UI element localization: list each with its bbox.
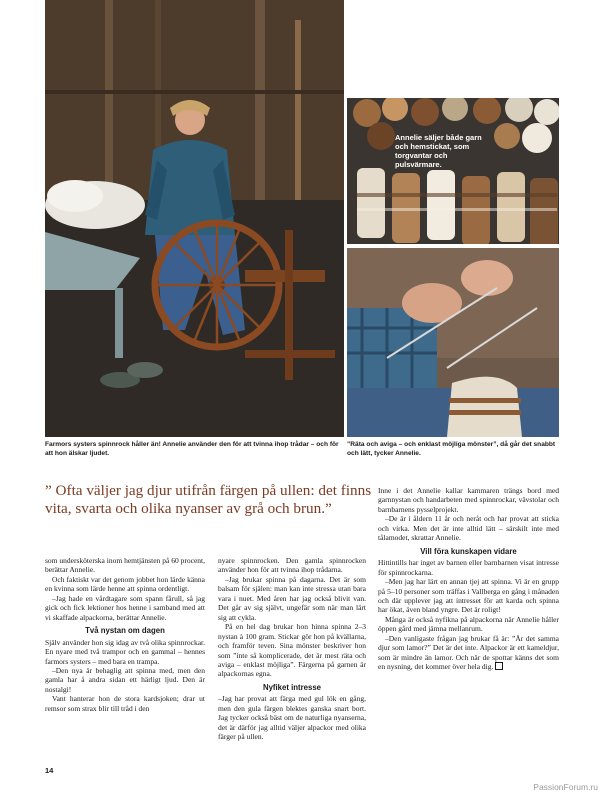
paragraph: På en hel dag brukar hon hinna spinna 2–3 nystan à 100 gram. Stickar gör hon på kvällarna, och framför teven. Sina mönster beskriver hon som ”inte så komplicerade, det är mest räta och aviga – enklast möjliga”. Färgerna på garnen är alpackornas egna. [218, 622, 366, 679]
knitting-illustration [347, 248, 559, 437]
article-column-1 [45, 556, 205, 713]
paragraph: Inne i det Annelie kallar kammaren trängs bord med garnnystan och handarbeten med spinnrockar, vävstolar och barnbarnens pysselprojekt. [378, 486, 559, 514]
paragraph: Och faktiskt var det genom jobbet hon lärde känna en kvinna som lärde henne att spinna ordentligt. [45, 574, 205, 594]
paragraph: –Den nya är behaglig att spinna med, men den gamla har å andra sidan ett härligt ljud. Den är nostalgi! [45, 665, 205, 694]
paragraph: Själv använder hon sig idag av två olika spinnrockar. En nyare med två trampor och en gammal – hennes farmors systers – med bara en trampa. [45, 637, 205, 666]
end-mark-icon [495, 662, 503, 670]
yarn-photo-caption: Annelie säljer både garn och hemstickat, som torgvantar och pulsvärmare. [395, 133, 482, 169]
subheading: Två nystan om dagen [85, 626, 165, 636]
article-column-2 [218, 556, 366, 742]
photo-spinning-wheel [45, 0, 344, 437]
paragraph: nyare spinnrocken. Den gamla spinnrocken använder hon för att tvinna ihop trådarna. [218, 556, 366, 575]
paragraph: Hittintills har inget av barnen eller barnbarnen visat intresse för spinnrockarna. [378, 558, 559, 577]
paragraph: som undersköterska inom hemtjänsten på 60 procent, berättar Annelie. [45, 556, 205, 575]
subheading: Vill föra kunskapen vidare [420, 546, 517, 556]
paragraph-last [378, 634, 559, 672]
paragraph: –Jag brukar spinna på dagarna. Det är som balsam för själen: man kan inte stressa utan bara vara i nuet. Med åren har jag också blivit van. Det går av sig självt, ungefär som när man lärt sig att cykla. [218, 574, 366, 622]
article-column-3 [378, 486, 559, 672]
subheading: Nyfiket intresse [262, 682, 322, 692]
paragraph: Vant hanterar hon de stora kardsjoken; drar ut remsor som strax blir till tråd i den [45, 694, 205, 713]
page-number: 14 [45, 766, 54, 775]
yarn-illustration [347, 98, 559, 244]
paragraph: Många är också nyfikna på alpackorna när Annelie håller öppen gård med jämna mellanrum. [378, 614, 559, 634]
main-photo-caption: Farmors systers spinnrock håller än! Annelie använder den för att tvinna ihop trådar – och för att hon älskar ljudet. [45, 441, 339, 457]
paragraph: –De är i åldern 11 år och neråt och har provat att sticka och virka. Men det är inte alltid lätt – särskilt inte med tålamodet, skrattar Annelie. [378, 514, 559, 543]
spinning-wheel-illustration [45, 0, 344, 437]
photo-yarn-and-mittens [347, 98, 559, 244]
paragraph: –Jag har provat att färga med gul lök en gång, men den gula färgen blektes ganska snart bort. Jag tycker också bäst om de naturliga nyanserna, det är därför jag alltid väljer alpackor med olika färger på ullen. [218, 694, 366, 742]
pull-quote: ” Ofta väljer jag djur utifrån färgen på ullen: det finns vita, svarta och olika nyanser av grå och brun.” [45, 482, 372, 517]
paragraph-text: –Den vanligaste frågan jag brukar få är: ”Är det samma djur som lamor?” Det är det inte. Alpackor är ett kameldjur, som är mindre än lamor. Och när de spottar känns det som en nysning, det kommer över hela dig. [378, 633, 559, 672]
watermark: PassionForum.ru [533, 782, 598, 792]
paragraph: –Jag hade en vårdtagare som spann fårull, så jag gick och fick lektioner hos henne i samband med att vi skaffade alpackorna, berättar Annelie. [45, 593, 205, 622]
knitting-photo-caption: ”Räta och aviga – och enklast möjliga mönster”, då går det snabbt och lätt, tycker Annelie. [347, 441, 556, 457]
paragraph: –Men jag har lärt en annan tjej att spinna. Vi är en grupp på 5–10 personer som träffas i Vallberga en gång i månaden och där upplever jag att intresset för att karda och spinna har ökat, även bland yngre. Det är roligt! [378, 577, 559, 615]
photo-knitting-hands [347, 248, 559, 437]
